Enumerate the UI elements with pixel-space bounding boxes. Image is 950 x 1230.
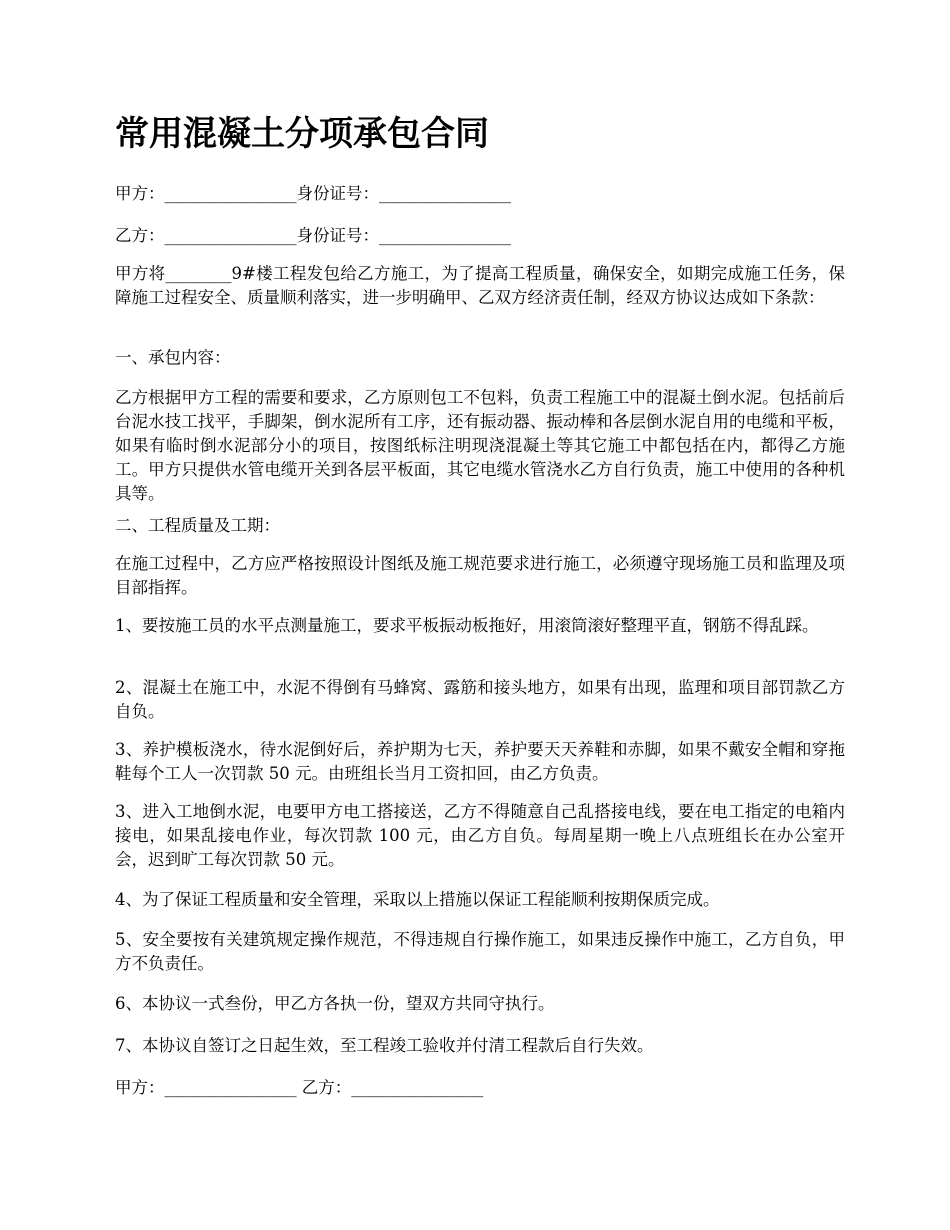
signature-line: 甲方：________________ 乙方：________________ bbox=[115, 1078, 484, 1097]
section-1-body: 乙方根据甲方工程的需要和要求，乙方原则包工不包料，负责工程施工中的混凝土倒水泥。包括前后台泥水技工找平，手脚架，倒水泥所有工序，还有振动器、振动棒和各层倒水泥自用的电缆和平板，如果有临时倒水泥部分小的项目，按图纸标注明现浇混凝土等其它施工中都包括在内，都得乙方施工。甲方只提供水管电缆开关到各层平板面，其它电缆水管浇水乙方自行负责，施工中使用的各种机具等。 bbox=[115, 388, 845, 503]
document-title: 常用混凝土分项承包合同 bbox=[115, 114, 489, 154]
party-a-line: 甲方：________________身份证号：________________ bbox=[115, 184, 511, 203]
clause-5: 5、安全要按有关建筑规定操作规范，不得违规自行操作施工，如果违反操作中施工，乙方自负，甲方不负责任。 bbox=[115, 930, 845, 973]
clause-1: 1、要按施工员的水平点测量施工，要求平板振动板拖好，用滚筒滚好整理平直，钢筋不得乱踩。 bbox=[115, 616, 819, 635]
party-b-line: 乙方：________________身份证号：________________ bbox=[115, 226, 511, 245]
section-2-heading: 二、工程质量及工期： bbox=[115, 516, 280, 535]
clause-2: 2、混凝土在施工中，水泥不得倒有马蜂窝、露筋和接头地方，如果有出现，监理和项目部罚款乙方自负。 bbox=[115, 678, 845, 721]
intro-paragraph: 甲方将________9#楼工程发包给乙方施工，为了提高工程质量，确保安全，如期完成施工任务，保障施工过程安全、质量顺利落实，进一步明确甲、乙双方经济责任制，经双方协议达成如下条款： bbox=[115, 264, 845, 307]
clause-3-electric: 3、进入工地倒水泥，电要甲方电工搭接送，乙方不得随意自己乱搭接电线，要在电工指定的电箱内接电，如果乱接电作业，每次罚款 100 元，由乙方自负。每周星期一晚上八点班组长在办公室开会，迟到旷工每次罚款 50 元。 bbox=[115, 802, 845, 869]
clause-7: 7、本协议自签订之日起生效，至工程竣工验收并付清工程款后自行失效。 bbox=[115, 1036, 654, 1055]
clause-4: 4、为了保证工程质量和安全管理，采取以上措施以保证工程能顺利按期保质完成。 bbox=[115, 890, 720, 909]
clause-3-safety: 3、养护模板浇水，待水泥倒好后，养护期为七天，养护要天天养鞋和赤脚，如果不戴安全帽和穿拖鞋每个工人一次罚款 50 元。由班组长当月工资扣回，由乙方负责。 bbox=[115, 740, 845, 783]
section-1-heading: 一、承包内容： bbox=[115, 348, 231, 367]
section-2-body: 在施工过程中，乙方应严格按照设计图纸及施工规范要求进行施工，必须遵守现场施工员和监理及项目部指挥。 bbox=[115, 554, 845, 597]
clause-6: 6、本协议一式叁份，甲乙方各执一份，望双方共同守执行。 bbox=[115, 994, 555, 1013]
